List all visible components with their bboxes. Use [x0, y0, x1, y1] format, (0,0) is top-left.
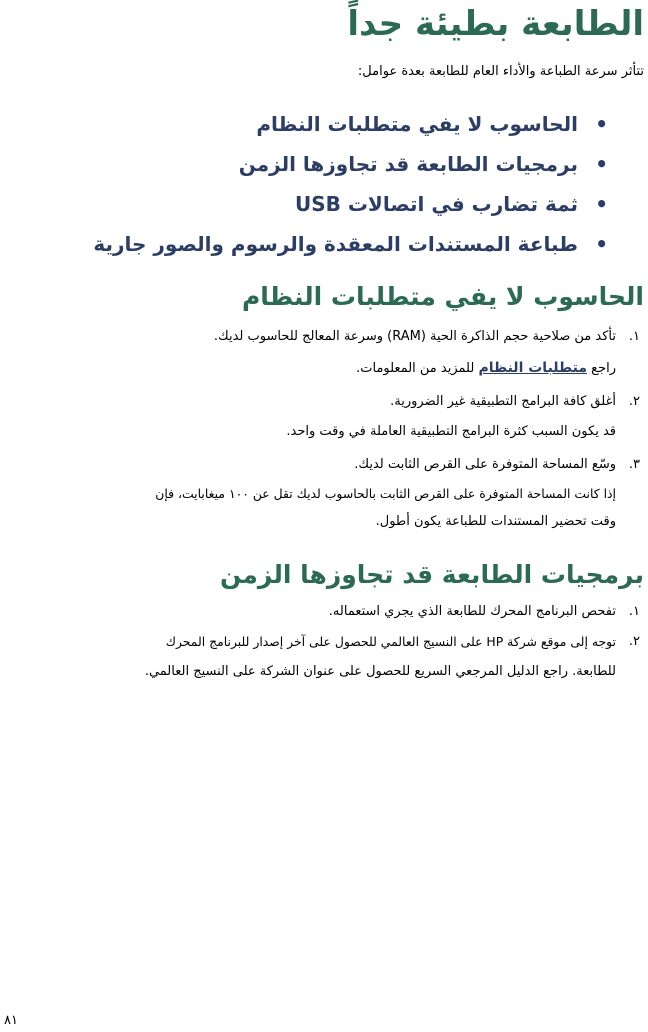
step-number: ١. [628, 604, 640, 619]
page-number: ٨١ [4, 1013, 18, 1028]
factor-label: ثمة تضارب في اتصالات USB [294, 192, 578, 216]
factor-item [28, 108, 648, 148]
step-number: ١. [628, 329, 640, 344]
factor-label: طباعة المستندات المعقدة والرسوم والصور جارية [93, 232, 578, 256]
note-suffix: للمزيد من المعلومات. [356, 361, 479, 376]
bullet-icon: • [595, 112, 608, 136]
bullet-icon: • [595, 192, 608, 216]
step-note: قد يكون السبب كثرة البرامج التطبيقية العاملة في وقت واحد. [286, 424, 616, 439]
section-heading-system-requirements: الحاسوب لا يفي متطلبات النظام [241, 282, 644, 311]
factor-item [28, 188, 648, 228]
step-text: تفحص البرنامج المحرك للطابعة الذي يجري استعماله. [328, 604, 616, 619]
step-number: ٣. [628, 457, 640, 472]
note-prefix: راجع [587, 361, 616, 376]
step-note: وقت تحضير المستندات للطباعة يكون أطول. [375, 514, 616, 529]
bullet-icon: • [595, 232, 608, 256]
step-note [356, 360, 616, 376]
step-text: وسّع المساحة المتوفرة على القرص الثابت لديك. [354, 457, 616, 472]
section-heading-outdated-software: برمجيات الطابعة قد تجاوزها الزمن [219, 560, 644, 589]
step-number: ٢. [628, 394, 640, 409]
system-requirements-link[interactable]: متطلبات النظام [478, 360, 588, 376]
step-note: للطابعة. راجع الدليل المرجعي السريع للحصول على عنوان الشركة على النسيج العالمي. [144, 664, 616, 679]
factor-label: الحاسوب لا يفي متطلبات النظام [256, 112, 578, 136]
bullet-icon: • [595, 152, 608, 176]
intro-text: تتأثر سرعة الطباعة والأداء العام للطابعة بعدة عوامل: [357, 64, 644, 79]
step-note: إذا كانت المساحة المتوفرة على القرص الثابت بالحاسوب لديك تقل عن ١٠٠ ميغابايت، فإن [155, 486, 616, 501]
step-text: تأكد من صلاحية حجم الذاكرة الحية (RAM) وسرعة المعالج للحاسوب لديك. [213, 329, 616, 344]
factor-label: برمجيات الطابعة قد تجاوزها الزمن [238, 152, 578, 176]
factor-item [28, 228, 648, 268]
factor-list [28, 108, 648, 268]
step-number: ٢. [628, 634, 640, 649]
factor-item [28, 148, 648, 188]
step-text: توجه إلى موقع شركة HP على النسيج العالمي للحصول على آخر إصدار للبرنامج المحرك [165, 634, 616, 649]
page-title: الطابعة بطيئة جداً [347, 4, 644, 44]
step-text: أغلق كافة البرامج التطبيقية غير الضرورية. [390, 394, 616, 409]
